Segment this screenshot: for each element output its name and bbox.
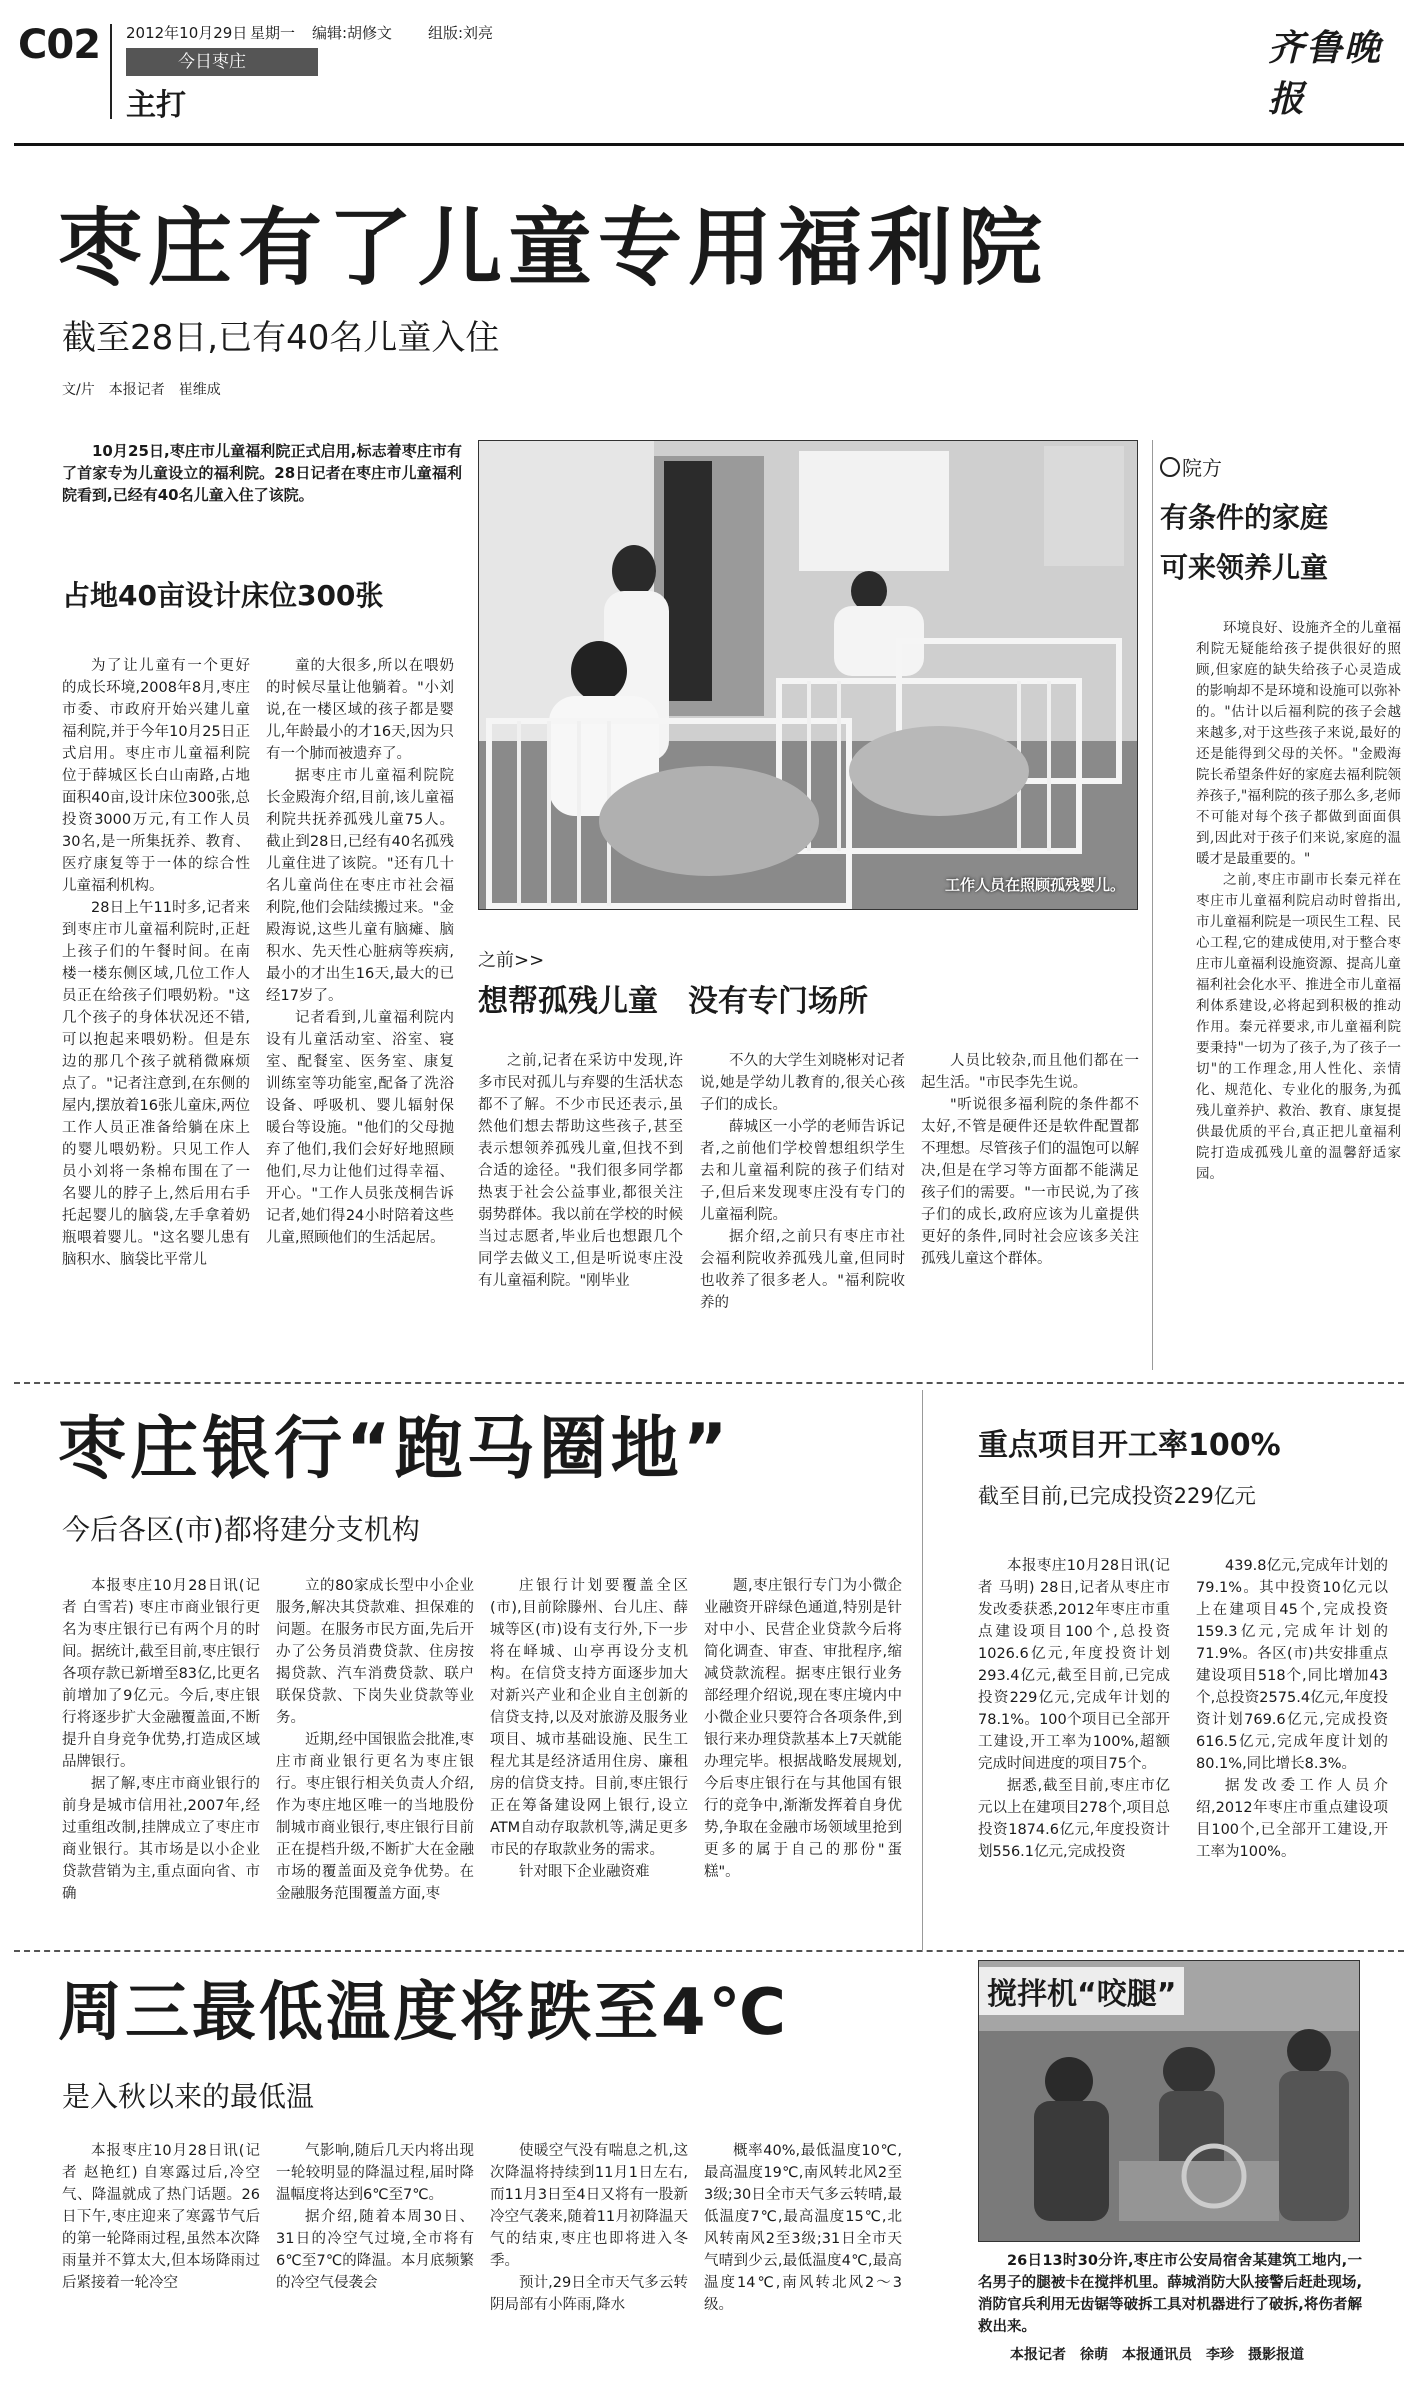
paragraph: "听说很多福利院的条件都不太好,不管是硬件还是软件配置都不理想。尽管孩子们的温饱可以解决,但是在学习等方面都不能满足孩子们的需要。"一市民说,为了孩子们的成长,政府应该为儿童提供更好的条件,同时社会应该多关注孤残儿童这个群体。 <box>921 1097 1139 1267</box>
paragraph: 为了让儿童有一个更好的成长环境,2008年8月,枣庄市委、市政府开始兴建儿童福利院,并于今年10月25日正式启用。枣庄市儿童福利院位于薛城区长白山南路,占地面积40亩,设计床位300张,总投资3000万元,有工作人员30名,是一所集抚养、教育、医疗康复等于一体的综合性儿童福利机构。 <box>62 658 250 894</box>
lead-subtitle: 截至28日,已有40名儿童入住 <box>62 318 500 358</box>
bank-subtitle: 今后各区(市)都将建分支机构 <box>62 1513 420 1546</box>
page-header <box>0 0 1417 135</box>
side-column-rule <box>1152 440 1153 1370</box>
project-column-rule <box>922 1390 923 1950</box>
paragraph: 童的大很多,所以在喂奶的时候尽量让他躺着。"小刘说,在一楼区域的孩子都是婴儿,年龄最小的才16天,因为只有一个肺而被遗弃了。 <box>266 658 454 762</box>
paragraph: 记者看到,儿童福利院内设有儿童活动室、浴室、寝室、配餐室、医务室、康复训练室等功能室,配备了洗浴设备、呼吸机、婴儿辐射保暖台等设施。"他们的父母抛弃了他们,我们会好好地照顾他们,尽力让他们过得幸福、开心。"工作人员张茂桐告诉记者,她们得24小时陪着这些儿童,照顾他们的生活起居。 <box>266 1010 454 1246</box>
paragraph: 之前,枣庄市副市长秦元祥在枣庄市儿童福利院启动时曾指出,市儿童福利院是一项民生工程、民心工程,它的建成使用,对于整合枣庄市儿童福利设施资源、提高儿童福利社会化水平、推进全市儿童福利体系建设,必将起到积极的推动作用。秦元祥要求,市儿童福利院要秉持"一切为了孩子,为了孩子一切"的工作理念,用人性化、亲情化、规范化、专业化的服务,为孤残儿童养护、救治、教育、康复提供最优质的平台,真正把儿童福利院打造成孤残儿童的温馨舒适家园。 <box>1196 872 1401 1182</box>
side-label <box>1160 452 1222 481</box>
weather-col1 <box>62 2140 260 2370</box>
paragraph: 本报枣庄10月28日讯(记者 白雪若) 枣庄市商业银行更名为枣庄银行已有两个月的时间。据统计,截至目前,枣庄银行各项存款已新增至83亿,比更名前增加了9亿元。今后,枣庄银行将逐步扩大金融覆盖面,不断提升自身竞争优势,打造成区域品牌银行。 <box>62 1578 260 1770</box>
editor-name: 编辑:胡修文 <box>312 24 393 42</box>
lead-col2 <box>266 655 454 1375</box>
lead-intro <box>62 440 462 506</box>
bank-col2 <box>276 1575 474 1935</box>
lead-photo-caption: 工作人员在照顾孤残婴儿。 <box>944 876 1125 894</box>
bank-col3 <box>490 1575 688 1935</box>
section-title: 主打 <box>126 88 186 123</box>
paragraph: 据枣庄市儿童福利院院长金殿海介绍,目前,该儿童福利院共抚养孤残儿童75人。截止到28日,已经有40名孤残儿童住进了该院。"还有几十名儿童尚住在枣庄市社会福利院,他们会陆续搬过来。"金殿海说,这些儿童有脑瘫、脑积水、先天性心脏病等疾病,最小的才出生16天,最大的已经17岁了。 <box>266 768 454 1004</box>
paragraph: 据介绍,之前只有枣庄市社会福利院收养孤残儿童,但同时也收养了很多老人。"福利院收养的 <box>700 1229 905 1311</box>
paragraph: 庄银行计划要覆盖全区(市),目前除滕州、台儿庄、薛城等区(市)设有支行外,下一步将在峄城、山亭再设分支机构。在信贷支持方面逐步加大对新兴产业和企业自主创新的信贷支持,以及对旅游及服务业项目、城市基础设施、民生工程尤其是经济适用住房、廉租房的信贷支持。目前,枣庄银行正在筹备建设网上银行,设立ATM自动存取款机等,满足更多市民的存取款业务的需求。 <box>490 1578 688 1858</box>
paragraph: 近期,经中国银监会批准,枣庄市商业银行更名为枣庄银行。枣庄银行相关负责人介绍,作为枣庄地区唯一的当地股份制城市商业银行,枣庄银行目前正在提档升级,不断扩大在金融市场的覆盖面及竞争优势。在金融服务范围覆盖方面,枣 <box>276 1732 474 1902</box>
paragraph: 据了解,枣庄市商业银行的前身是城市信用社,2007年,经过重组改制,挂牌成立了枣庄市商业银行。其市场是以小企业贷款营销为主,重点面向省、市确 <box>62 1776 260 1902</box>
project-title: 重点项目开工率100% <box>978 1428 1281 1463</box>
mixer-caption-box <box>978 2250 1362 2340</box>
lead-section1-head: 占地40亩设计床位300张 <box>62 579 384 612</box>
section-tag <box>126 48 318 76</box>
lead-photo <box>478 440 1138 910</box>
bank-col4 <box>704 1575 902 1935</box>
issue-date: 2012年10月29日 <box>126 24 248 42</box>
paragraph: 本报枣庄10月28日讯(记者 马明) 28日,记者从枣庄市发改委获悉,2012年枣庄市重点建设项目100个,总投资1026.6亿元,年度投资计划293.4亿元,截至目前,已完成投资229亿元,完成年计划的78.1%。100个项目已全部开工建设,开工率为100%,超额完成时间进度的项目75个。 <box>978 1558 1170 1772</box>
issue-weekday: 星期一 <box>250 24 296 42</box>
header-rule <box>14 143 1404 146</box>
paragraph: 据悉,截至目前,枣庄市亿元以上在建项目278个,项目总投资1874.6亿元,年度投资计划556.1亿元,完成投资 <box>978 1778 1170 1860</box>
paragraph: 使暖空气没有喘息之机,这次降温将持续到11月1日左右,而11月3日至4日又将有一股新冷空气袭来,随着11月初降温天气的结束,枣庄也即将进入冬季。 <box>490 2143 688 2269</box>
section-tag-label: 今日枣庄 <box>178 52 246 72</box>
before-col3 <box>921 1050 1139 1380</box>
paragraph: 本报枣庄10月28日讯(记者 赵艳红) 自寒露过后,冷空气、降温就成了热门话题。26日下午,枣庄迎来了寒露节气后的第一轮降雨过程,虽然本次降雨量并不算太大,但本场降雨过后紧接着一轮冷空 <box>62 2143 260 2291</box>
side-body <box>1196 618 1401 1370</box>
project-col2 <box>1196 1555 1388 1940</box>
before-col1 <box>478 1050 683 1380</box>
paragraph: 环境良好、设施齐全的儿童福利院无疑能给孩子提供很好的照顾,但家庭的缺失给孩子心灵造成的影响却不是环境和设施可以弥补的。"估计以后福利院的孩子会越来越多,对于这些孩子来说,最好的还是能得到父母的关怀。"金殿海院长希望条件好的家庭去福利院领养孩子,"福利院的孩子那么多,老师不可能对每个孩子都做到面面俱到,因此对于孩子们来说,家庭的温暖才是最重要的。" <box>1196 620 1401 867</box>
weather-col4 <box>704 2140 902 2370</box>
paragraph: 气影响,随后几天内将出现一轮较明显的降温过程,届时降温幅度将达到6℃至7℃。 <box>276 2143 474 2203</box>
paragraph: 立的80家成长型中小企业服务,解决其贷款难、担保难的问题。在服务市民方面,先后开办了公务员消费贷款、住房按揭贷款、汽车消费贷款、联户联保贷款、下岗失业贷款等业务。 <box>276 1578 474 1726</box>
paragraph: 之前,记者在采访中发现,许多市民对孤儿与弃婴的生活状态都不了解。不少市民还表示,虽然他们想去帮助这些孩子,甚至表示想领养孤残儿童,但找不到合适的途径。"我们很多同学都热衷于社会公益事业,都很关注弱势群体。我以前在学校的时候当过志愿者,毕业后也想跟几个同学去做义工,但是听说枣庄没有儿童福利院。"刚毕业 <box>478 1053 683 1289</box>
header-divider <box>110 24 112 119</box>
paragraph: 薛城区一小学的老师告诉记者,之前他们学校曾想组织学生去和儿童福利院的孩子们结对子,但后来发现枣庄没有专门的儿童福利院。 <box>700 1119 905 1223</box>
lead-intro-text: 10月25日,枣庄市儿童福利院正式启用,标志着枣庄市有了首家专为儿童设立的福利院。28日记者在枣庄市儿童福利院看到,已经有40名儿童入住了该院。 <box>62 442 462 504</box>
mixer-label: 搅拌机“咬腿” <box>979 1967 1184 2015</box>
paragraph: 据发改委工作人员介绍,2012年枣庄市重点建设项目100个,已全部开工建设,开工率为100%。 <box>1196 1778 1388 1860</box>
bank-title: 枣庄银行“跑马圈地” <box>58 1410 732 1489</box>
mixer-caption: 26日13时30分许,枣庄市公安局宿舍某建筑工地内,一名男子的腿被卡在搅拌机里。薛城消防大队接警后赶赴现场,消防官兵利用无齿锯等破拆工具对机器进行了破拆,将伤者解救出来。 <box>978 2253 1362 2335</box>
paragraph: 据介绍,随着本周30日、31日的冷空气过境,全市将有6℃至7℃的降温。本月底频繁的冷空气侵袭会 <box>276 2209 474 2291</box>
paragraph: 针对眼下企业融资难 <box>519 1864 650 1880</box>
paragraph: 不久的大学生刘晓彬对记者说,她是学幼儿教育的,很关心孩子们的成长。 <box>700 1053 905 1113</box>
mixer-photo <box>978 1960 1360 2242</box>
before-col2 <box>700 1050 905 1380</box>
before-head: 想帮孤残儿童 没有专门场所 <box>478 984 868 1019</box>
before-label: 之前>> <box>478 950 545 971</box>
bank-bottom-rule <box>14 1950 1404 1952</box>
orphanage-photo-illustration <box>479 441 1137 909</box>
circle-icon <box>1160 457 1180 477</box>
lead-byline: 文/片 本报记者 崔维成 <box>62 382 221 398</box>
masthead-logo: 齐鲁晚报 <box>1268 27 1383 120</box>
paragraph: 439.8亿元,完成年计划的79.1%。其中投资10亿元以上在建项目45个,完成投资159.3亿元,完成年计划的71.9%。各区(市)共安排重点建设项目518个,同比增加43个,总投资2575.4亿元,年度投资计划769.6亿元,完成投资616.5亿元,完成年度计划的80.1%,同比增长8.3%。 <box>1196 1558 1388 1772</box>
mixer-credit: 本报记者 徐萌 本报通讯员 李珍 摄影报道 <box>1010 2347 1304 2363</box>
project-col1 <box>978 1555 1170 1940</box>
weather-title: 周三最低温度将跌至4℃ <box>58 1976 790 2050</box>
bank-col1 <box>62 1575 260 1935</box>
layout-name: 组版:刘亮 <box>428 24 494 42</box>
side-head-2: 可来领养儿童 <box>1160 551 1329 584</box>
weather-col2 <box>276 2140 474 2370</box>
paragraph: 人员比较杂,而且他们都在一起生活。"市民李先生说。 <box>921 1053 1139 1091</box>
paragraph: 题,枣庄银行专门为小微企业融资开辟绿色通道,特别是针对中小、民营企业贷款今后将简化调查、审查、审批程序,缩减贷款流程。据枣庄银行业务部经理介绍说,现在枣庄境内中小微企业只要符合各项条件,到银行来办理贷款基本上7天就能办理完毕。根据战略发展规划,今后枣庄银行在与其他国有银行的竞争中,渐渐发挥着自身优势,争取在金融市场领域里抢到更多的属于自己的那份"蛋糕"。 <box>704 1578 902 1880</box>
project-subtitle: 截至目前,已完成投资229亿元 <box>978 1484 1256 1508</box>
lead-col1 <box>62 655 250 1375</box>
weather-subtitle: 是入秋以来的最低温 <box>62 2080 315 2113</box>
lead-title: 枣庄有了儿童专用福利院 <box>58 199 1049 297</box>
paragraph: 预计,29日全市天气多云转阴局部有小阵雨,降水 <box>490 2275 688 2313</box>
side-label-text: 院方 <box>1182 456 1222 480</box>
weather-col3 <box>490 2140 688 2370</box>
page-number: C02 <box>18 22 101 68</box>
paragraph: 28日上午11时多,记者来到枣庄市儿童福利院时,正赶上孩子们的午餐时间。在南楼一楼东侧区域,几位工作人员正在给孩子们喂奶粉。"这几个孩子的身体状况还不错,可以抱起来喂奶粉。但是东边的那几个孩子就稍微麻烦点了。"记者注意到,在东侧的屋内,摆放着16张儿童床,两位工作人员正准备给躺在床上的婴儿喂奶粉。只见工作人员小刘将一条棉布围在了一名婴儿的脖子上,然后用右手托起婴儿的脑袋,左手拿着奶瓶喂着婴儿。"这名婴儿患有脑积水、脑袋比平常儿 <box>62 900 250 1268</box>
side-head-1: 有条件的家庭 <box>1160 501 1329 534</box>
paragraph: 概率40%,最低温度10℃,最高温度19℃,南风转北风2至3级;30日全市天气多云转晴,最低温度7℃,最高温度15℃,北风转南风2至3级;31日全市天气晴到少云,最低温度4℃,最高温度14℃,南风转北风2～3级。 <box>704 2143 902 2313</box>
lead-bottom-rule <box>14 1382 1404 1384</box>
